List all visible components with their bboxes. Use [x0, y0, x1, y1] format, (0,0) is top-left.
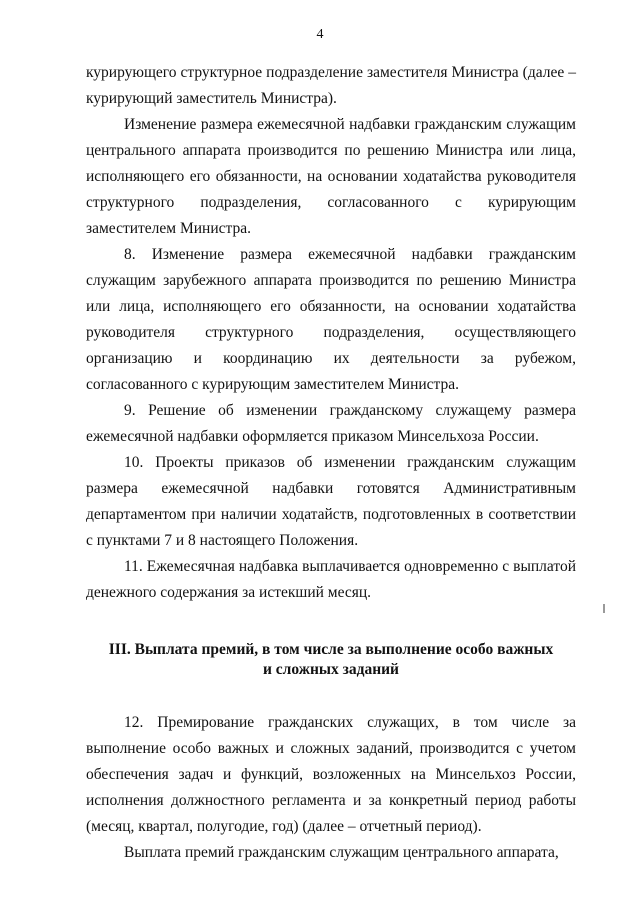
paragraph-12: 12. Премирование гражданских служащих, в том числе за выполнение особо важных и сложных заданий, производится с учетом обеспечения задач и функций, возложенных на Минсельхоз России, исполнения должностного регламента и за конкретный период работы (месяц, квартал, полугодие, год) (далее – отчетный период). — [86, 714, 576, 835]
section-heading — [86, 640, 576, 680]
document-body — [86, 60, 576, 866]
paragraph-central-apparatus: Изменение размера ежемесячной надбавки гражданским служащим центрального аппарата производится по решению Министра или лица, исполняющего его обязанности, на основании ходатайства руководителя структурного подразделения, согласованного с курирующим заместителем Министра. — [86, 116, 576, 237]
page-number: 4 — [316, 27, 324, 42]
paragraph-10: 10. Проекты приказов об изменении гражданским служащим размера ежемесячной надбавки готовятся Административным департаментом при наличии ходатайств, подготовленных в соответствии с пунктами 7 и 8 настоящего Положения. — [86, 454, 576, 549]
paragraph-continuation: курирующего структурное подразделение заместителя Министра (далее – курирующий заместитель Министра). — [86, 64, 576, 107]
scan-speck — [603, 604, 605, 613]
paragraph-9: 9. Решение об изменении гражданскому служащему размера ежемесячной надбавки оформляется приказом Минсельхоза России. — [86, 402, 576, 445]
section-heading-line-1: III. Выплата премий, в том числе за выполнение особо важных — [108, 641, 554, 658]
paragraph-11: 11. Ежемесячная надбавка выплачивается одновременно с выплатой денежного содержания за истекший месяц. — [86, 558, 576, 601]
section-heading-line-2: и сложных заданий — [262, 661, 399, 678]
paragraph-8: 8. Изменение размера ежемесячной надбавки гражданским служащим зарубежного аппарата производится по решению Министра или лица, исполняющего его обязанности, на основании ходатайства руководителя структурного подразделения, осуществляющего организацию и координацию их деятельности за рубежом, согласованного с курирующим заместителем Министра. — [86, 246, 576, 393]
paragraph-premium-payment: Выплата премий гражданским служащим центрального аппарата, — [124, 844, 559, 861]
